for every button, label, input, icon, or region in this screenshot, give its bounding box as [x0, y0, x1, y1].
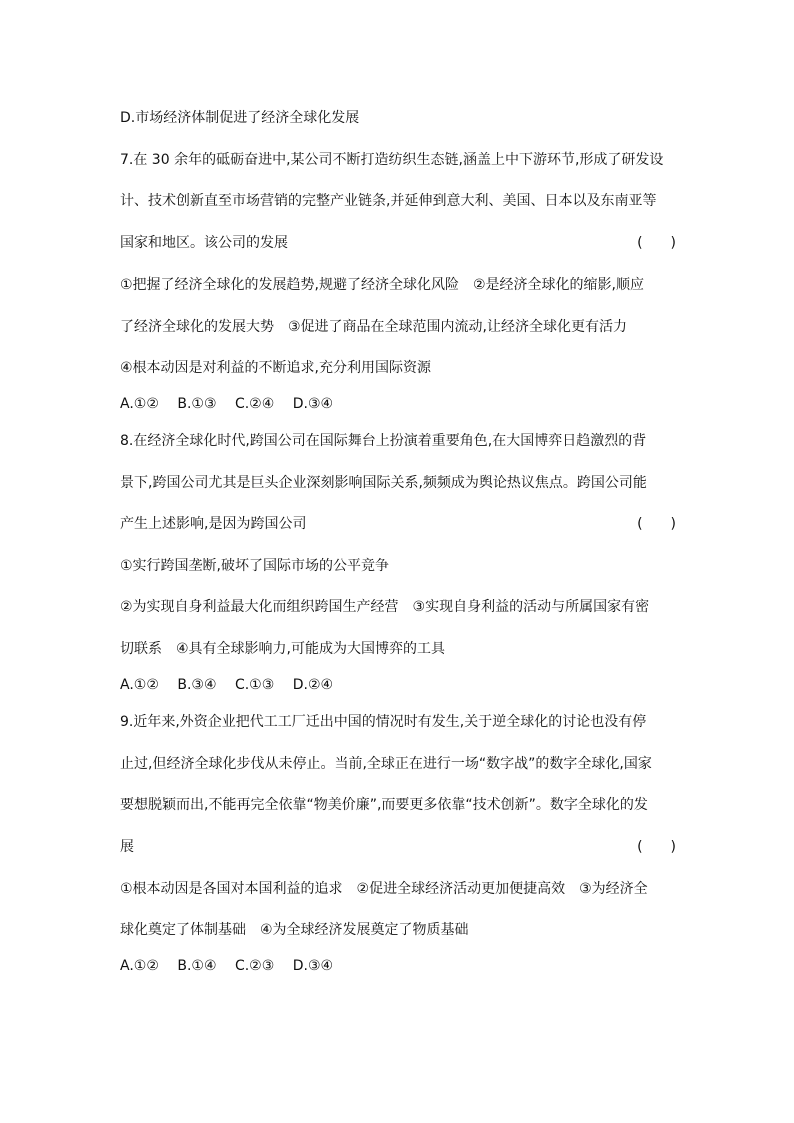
q7-answer-blank: ( ) [637, 235, 676, 251]
q7-stem-text: 国家和地区。该公司的发展 [120, 235, 288, 251]
q7-stem-line-1: 7.在 30 余年的砥砺奋进中,某公司不断打造纺织生态链,涵盖上中下游环节,形成了研发设 [120, 152, 664, 168]
q7-option-a: A.①② [120, 396, 159, 412]
q7-statement-line-3: ④根本动因是对利益的不断追求,充分利用国际资源 [120, 360, 431, 376]
q9-stem-line-4 [120, 838, 676, 856]
q9-stem-line-2: 止过,但经济全球化步伐从未停止。当前,全球正在进行一场“数字战”的数字全球化,国家 [120, 756, 652, 772]
q9-statement-line-2: 球化奠定了体制基础 ④为全球经济发展奠定了物质基础 [120, 922, 469, 938]
q7-statement-line-1: ①把握了经济全球化的发展趋势,规避了经济全球化风险 ②是经济全球化的缩影,顺应 [120, 277, 644, 293]
q9-stem-text: 展 [120, 839, 134, 855]
q9-option-c: C.②③ [234, 958, 275, 974]
q9-statement-line-1: ①根本动因是各国对本国利益的追求 ②促进全球经济活动更加便捷高效 ③为经济全 [120, 881, 648, 897]
q7-options [120, 395, 676, 413]
q7-option-d: D.③④ [292, 396, 334, 412]
q7-statement-line-2: 了经济全球化的发展大势 ③促进了商品在全球范围内流动,让经济全球化更有活力 [120, 319, 627, 335]
q9-option-b: B.①④ [177, 958, 217, 974]
q9-option-a: A.①② [120, 958, 159, 974]
q8-stem-line-3 [120, 515, 676, 533]
q8-answer-blank: ( ) [637, 516, 676, 532]
q9-option-d: D.③④ [292, 958, 334, 974]
q8-statement-line-3: 切联系 ④具有全球影响力,可能成为大国博弈的工具 [120, 641, 445, 657]
q8-statement-line-2: ②为实现自身利益最大化而组织跨国生产经营 ③实现自身利益的活动与所属国家有密 [120, 599, 650, 615]
q7-option-b: B.①③ [177, 396, 217, 412]
q8-statement-line-1: ①实行跨国垄断,破坏了国际市场的公平竞争 [120, 558, 389, 574]
q7-stem-line-2: 计、技术创新直至市场营销的完整产业链条,并延伸到意大利、美国、日本以及东南亚等 [120, 193, 657, 209]
q8-stem-line-2: 景下,跨国公司尤其是巨头企业深刻影响国际关系,频频成为舆论热议焦点。跨国公司能 [120, 475, 647, 491]
q8-option-d: D.②④ [292, 677, 334, 693]
q9-options [120, 957, 676, 975]
q9-stem-line-1: 9.近年来,外资企业把代工工厂迁出中国的情况时有发生,关于逆全球化的讨论也没有停 [120, 714, 647, 730]
q9-answer-blank: ( ) [637, 839, 676, 855]
q9-stem-line-3: 要想脱颖而出,不能再完全依靠“物美价廉”,而要更多依靠“技术创新”。数字全球化的发 [120, 797, 648, 813]
q8-options [120, 676, 676, 694]
q8-stem-text: 产生上述影响,是因为跨国公司 [120, 516, 307, 532]
q8-option-c: C.①③ [234, 677, 275, 693]
q7-stem-line-3 [120, 234, 676, 252]
q8-stem-line-1: 8.在经济全球化时代,跨国公司在国际舞台上扮演着重要角色,在大国博弈日趋激烈的背 [120, 433, 647, 449]
q8-option-a: A.①② [120, 677, 159, 693]
q8-option-b: B.③④ [177, 677, 217, 693]
q6-option-d: D.市场经济体制促进了经济全球化发展 [120, 110, 360, 126]
q7-option-c: C.②④ [234, 396, 275, 412]
